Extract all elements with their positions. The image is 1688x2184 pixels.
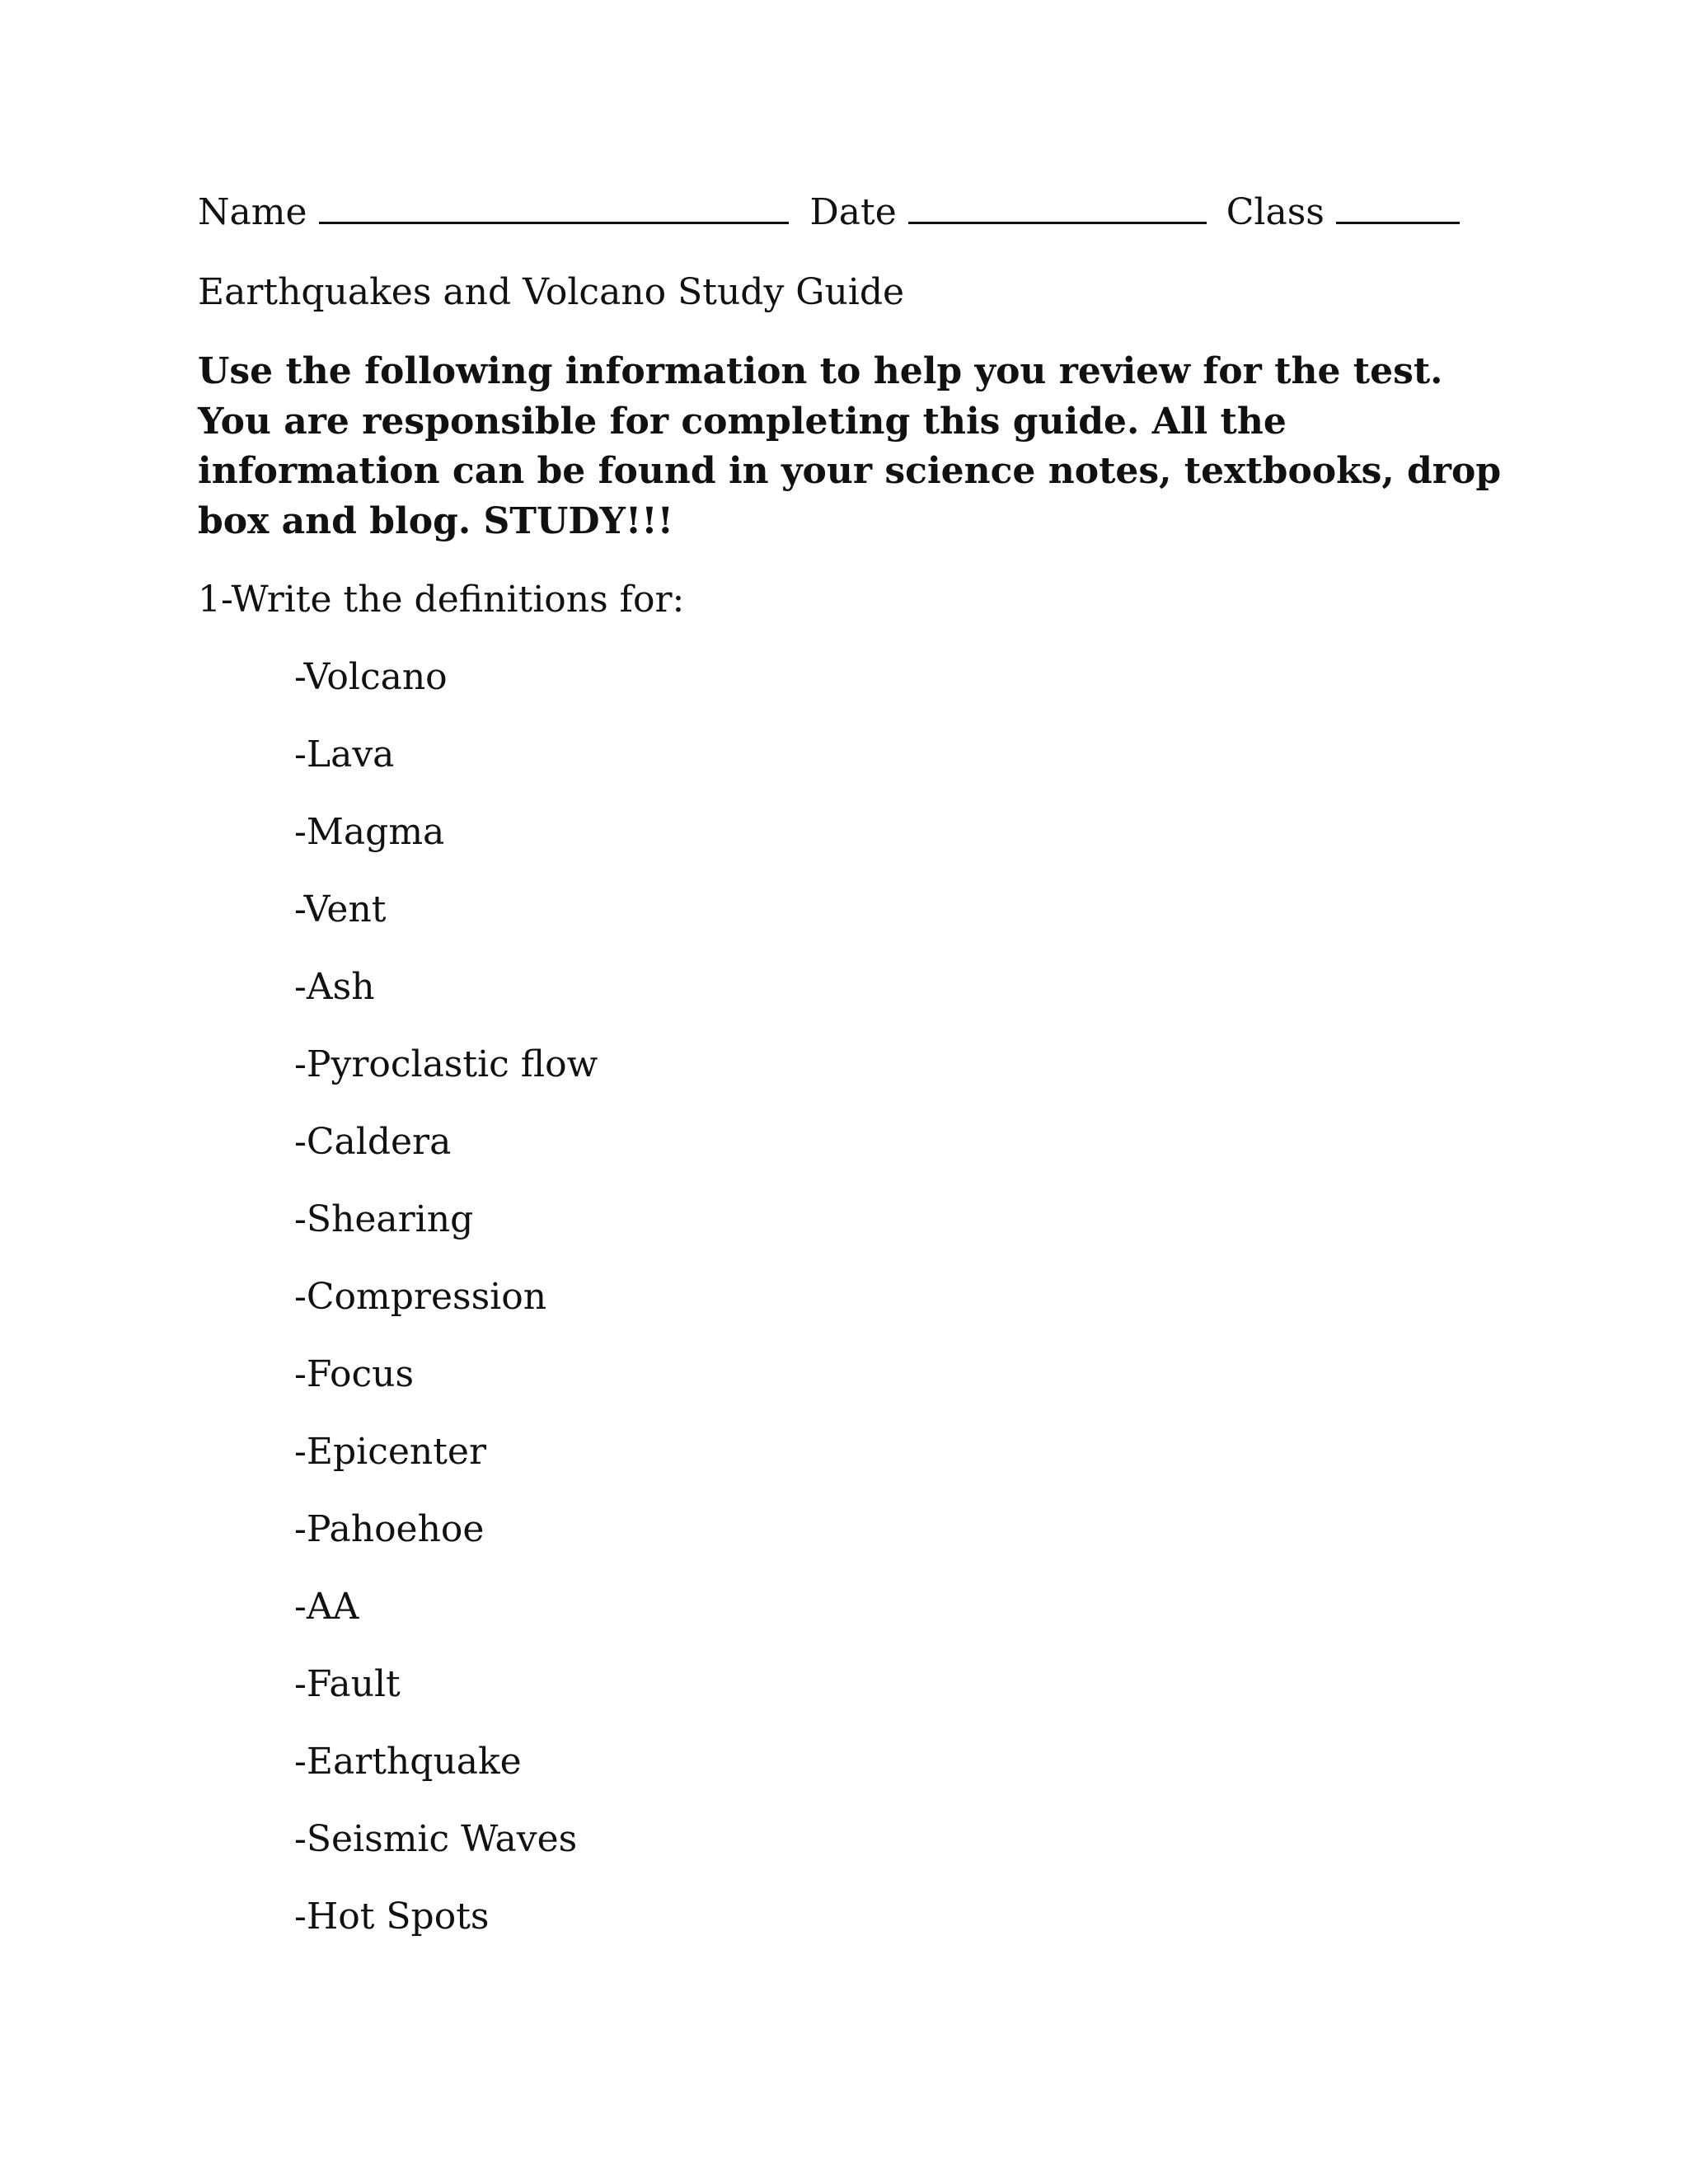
term-item: -Compression [294,1276,547,1318]
term-item: -Earthquake [294,1741,522,1783]
instructions-line: box and blog. STUDY!!! [198,499,673,542]
term-item: -Epicenter [294,1431,486,1473]
class-label: Class [1226,191,1325,233]
term-item: -Lava [294,733,395,776]
name-blank [319,189,789,224]
class-blank [1336,189,1460,224]
instructions-line: information can be found in your science notes, textbooks, drop [198,450,1502,492]
term-item: -Shearing [294,1198,474,1240]
student-info-header [198,188,1460,237]
term-item: -Caldera [294,1121,452,1163]
instructions-line: You are responsible for completing this guide. All the [198,400,1287,443]
term-item: -Ash [294,966,375,1008]
date-label: Date [809,191,897,233]
term-item: -Pyroclastic flow [294,1043,598,1085]
question-1-prompt: 1-Write the definitions for: [198,579,685,621]
term-item: -Fault [294,1663,401,1705]
term-item: -Magma [294,811,445,853]
term-item: -Focus [294,1353,415,1395]
term-item: -AA [294,1586,359,1628]
name-label: Name [198,191,307,233]
term-item: -Vent [294,888,387,930]
term-item: -Seismic Waves [294,1818,578,1860]
instructions-line: Use the following information to help you review for the test. [198,350,1443,392]
definition-terms-list [294,653,598,1970]
date-blank [908,189,1207,224]
term-item: -Hot Spots [294,1896,490,1938]
document-title: Earthquakes and Volcano Study Guide [198,271,905,313]
term-item: -Pahoehoe [294,1508,485,1550]
term-item: -Volcano [294,656,448,698]
instructions [198,347,1500,546]
